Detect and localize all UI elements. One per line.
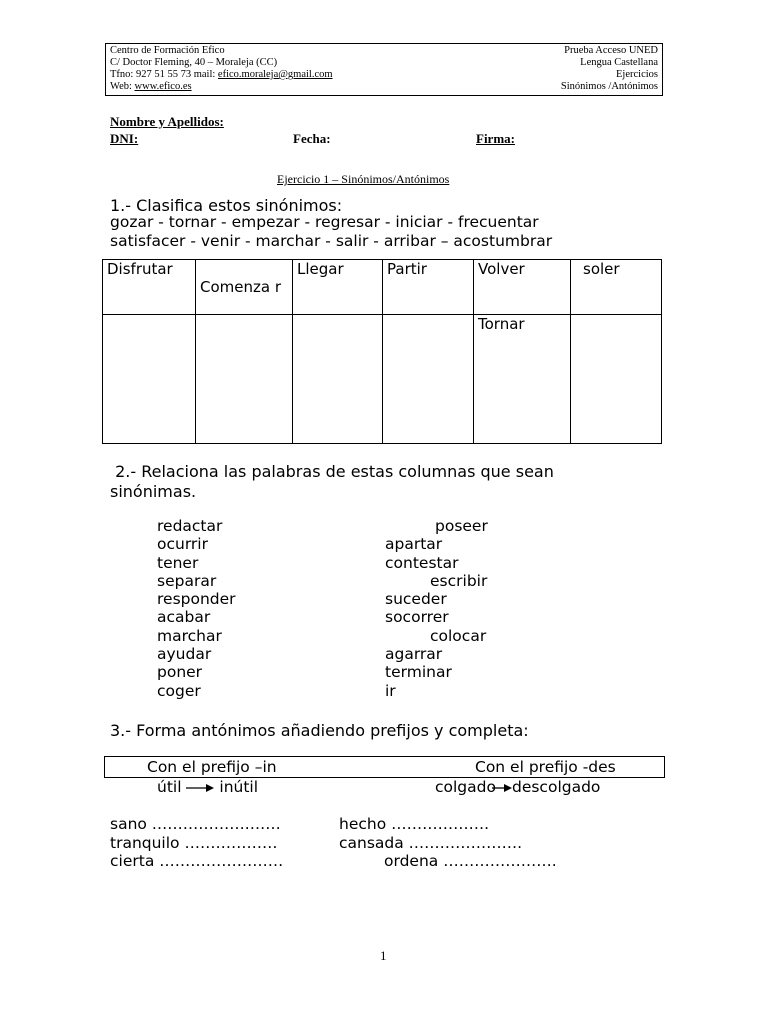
arrow-right-icon: [492, 783, 512, 793]
left-word: acabar: [157, 608, 211, 627]
ex2-title-line2: sinónimas.: [110, 482, 197, 501]
header-type: Ejercicios: [616, 69, 658, 80]
item-des: ordena ………………….: [384, 852, 557, 870]
item-in: sano ……………….……: [110, 815, 281, 833]
ex1-words-line1: gozar - tornar - empezar - regresar - iniciar - frecuentar: [110, 213, 539, 231]
right-word: colocar: [430, 626, 487, 645]
page-number: 1: [380, 948, 387, 963]
header-web-link[interactable]: www.efico.es: [134, 81, 192, 92]
synonym-table: [102, 259, 662, 444]
table-header-cell: Disfrutar: [103, 260, 196, 315]
dni-label: DNI:: [110, 131, 139, 146]
header-right: [561, 45, 658, 93]
item-des: hecho ……………….: [339, 815, 490, 833]
table-answer-row: [103, 315, 662, 444]
header-box: [105, 43, 663, 96]
right-word: ir: [385, 681, 396, 700]
left-word: poner: [157, 663, 203, 682]
table-answer-cell[interactable]: [383, 315, 474, 444]
prefix-des-label: Con el prefijo -des: [475, 758, 616, 776]
table-answer-cell[interactable]: Tornar: [474, 315, 571, 444]
header-course: Prueba Acceso UNED: [564, 45, 658, 56]
table-header-row: [103, 260, 662, 315]
name-label: Nombre y Apellidos:: [110, 114, 224, 129]
prefix-in-label: Con el prefijo –in: [147, 758, 277, 776]
example-des-to: descolgado: [511, 778, 601, 796]
table-header-cell: Llegar: [293, 260, 383, 315]
item-in: tranquilo ………………: [110, 834, 278, 852]
right-word: terminar: [385, 663, 452, 682]
ex1-words-line2: satisfacer - venir - marchar - salir - arribar – acostumbrar: [110, 232, 553, 250]
table-header-text: Comenza r: [200, 278, 281, 296]
ex2-left-column: [157, 517, 236, 700]
header-address: C/ Doctor Fleming, 40 – Moraleja (CC): [110, 57, 278, 68]
table-header-cell: Partir: [383, 260, 474, 315]
left-word: separar: [157, 571, 217, 590]
table-header-cell: soler: [571, 260, 662, 315]
example-in-to: inútil: [219, 778, 259, 796]
right-word: poseer: [435, 517, 488, 535]
right-word: escribir: [430, 571, 488, 590]
left-word: responder: [157, 590, 236, 609]
left-word: tener: [157, 553, 199, 572]
ex3-title: 3.- Forma antónimos añadiendo prefijos y completa:: [110, 721, 529, 740]
left-word: ayudar: [157, 645, 212, 664]
left-word: ocurrir: [157, 535, 208, 554]
right-word: agarrar: [385, 645, 443, 664]
fecha-label: Fecha:: [293, 131, 331, 146]
firma-label: Firma:: [476, 131, 515, 146]
header-phone: Tfno: 927 51 55 73 mail:: [110, 69, 218, 80]
header-phone-line: [110, 69, 333, 81]
arrow-right-icon: [186, 783, 214, 793]
table-header-cell: [196, 260, 293, 315]
table-answer-cell[interactable]: [196, 315, 293, 444]
table-answer-cell[interactable]: [571, 315, 662, 444]
header-left: [110, 45, 333, 93]
table-header-cell: Volver: [474, 260, 571, 315]
exercise-title: Ejercicio 1 – Sinónimos/Antónimos: [277, 172, 450, 186]
left-word: marchar: [157, 626, 222, 645]
header-center-name: Centro de Formación Efico: [110, 45, 225, 56]
header-email-link[interactable]: efico.moraleja@gmail.com: [217, 69, 333, 80]
ex1-title: 1.- Clasifica estos sinónimos:: [110, 196, 343, 215]
right-word: suceder: [385, 590, 447, 609]
right-word: apartar: [385, 535, 443, 554]
example-des: [435, 778, 600, 796]
header-topic: Sinónimos /Antónimos: [560, 81, 658, 92]
header-web-line: [110, 81, 333, 93]
prefix-box: [104, 756, 665, 778]
header-web-label: Web:: [110, 81, 135, 92]
item-in: cierta ……………………: [110, 852, 284, 870]
left-word: coger: [157, 681, 201, 700]
example-des-from: colgado: [435, 778, 496, 796]
ex2-right-column: [385, 517, 505, 700]
left-word: redactar: [157, 517, 223, 535]
right-word: contestar: [385, 553, 459, 572]
table-answer-cell[interactable]: [103, 315, 196, 444]
table-answer-cell[interactable]: [293, 315, 383, 444]
ex2-title-line1: 2.- Relaciona las palabras de estas columnas que sean: [110, 462, 554, 481]
example-in: [157, 778, 258, 796]
item-des: cansada ………………….: [339, 834, 523, 852]
example-in-from: útil: [157, 778, 182, 796]
right-word: socorrer: [385, 608, 449, 627]
header-subject: Lengua Castellana: [580, 57, 658, 68]
